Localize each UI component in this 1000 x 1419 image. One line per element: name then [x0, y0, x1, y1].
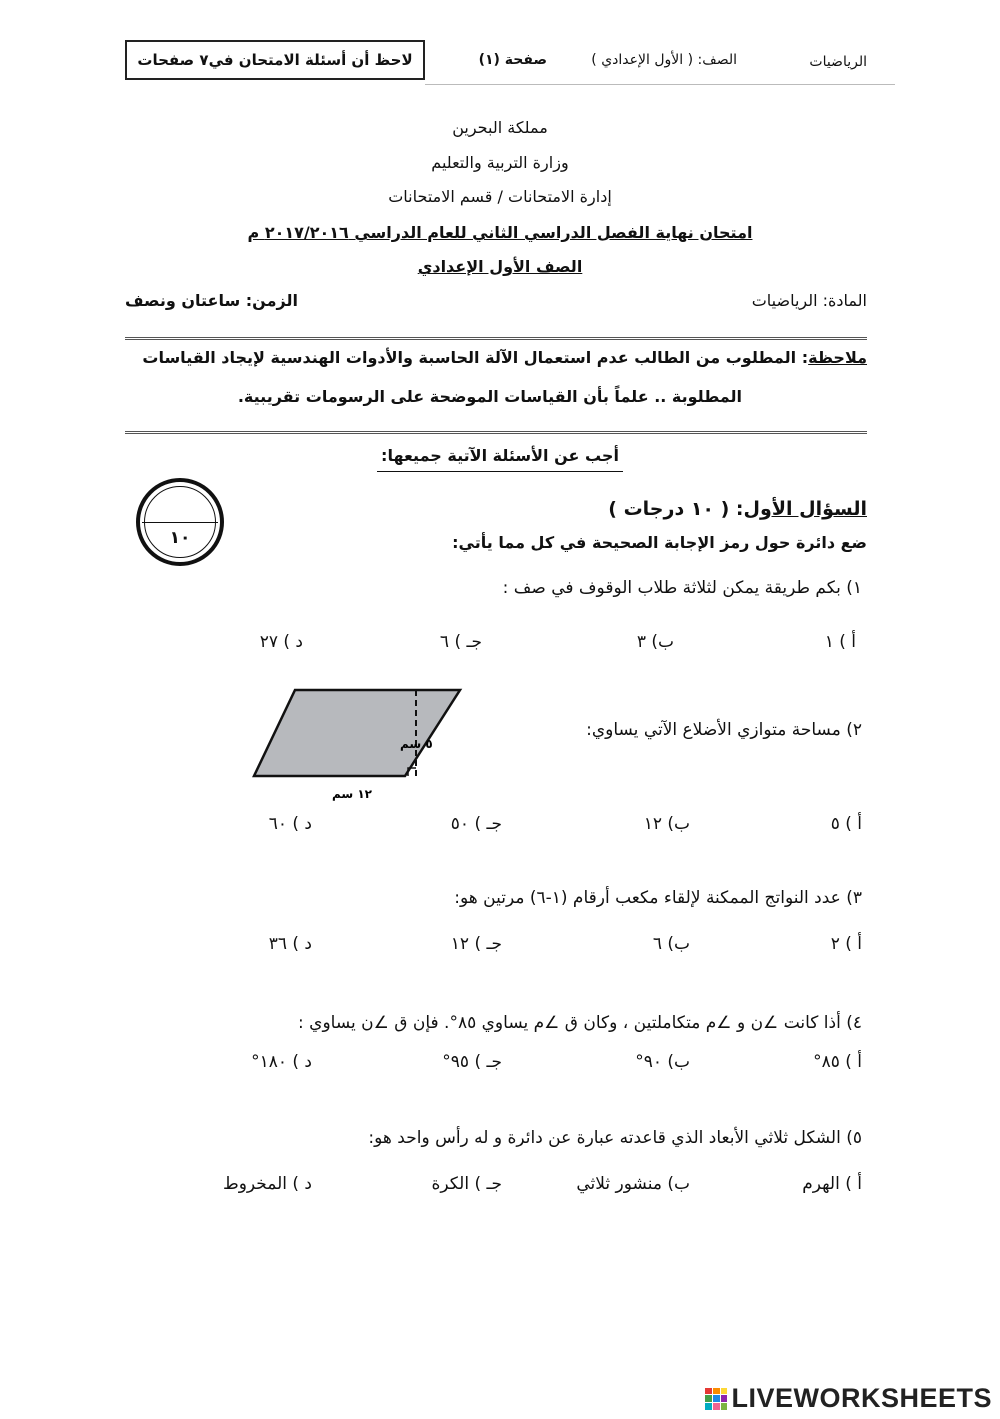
divider-top: [125, 337, 867, 340]
grade-title: الصف الأول الإعدادي: [417, 257, 583, 276]
q3-option-d[interactable]: د ) ٣٦: [268, 934, 312, 954]
note-line-2: المطلوبة .. علماً بأن القياسات الموضحة على الرسومات تقريبية.: [237, 387, 742, 406]
q4-option-b[interactable]: ب) ٩٠°: [635, 1052, 690, 1072]
header-page: صفحة (١): [478, 52, 547, 68]
q2-option-b[interactable]: ب) ١٢: [643, 814, 690, 834]
q4-option-d[interactable]: د ) ١٨٠°: [251, 1052, 312, 1072]
logo-square: [713, 1388, 720, 1395]
q1-option-c[interactable]: جـ ) ٦: [439, 632, 482, 652]
score-circle: [136, 478, 224, 566]
header-rule: [425, 84, 895, 85]
liveworksheets-text: LIVEWORKSHEETS: [731, 1383, 992, 1413]
q4-option-c[interactable]: جـ ) ٩٥°: [442, 1052, 502, 1072]
score-value: ١٠: [169, 528, 191, 548]
exam-title: امتحان نهاية الفصل الدراسي الثاني للعام الدراسي ٢٠١٧/٢٠١٦ م: [247, 223, 753, 242]
q1-option-d[interactable]: د ) ٢٧: [259, 632, 303, 652]
page-count-note: لاحظ أن أسئلة الامتحان في٧ صفحات: [125, 40, 425, 80]
question-3: ٣) عدد النواتج الممكنة لإلقاء مكعب أرقام (١-٦) مرتين هو:: [454, 888, 862, 908]
question-1: ١) بكم طريقة يمكن لثلاثة طلاب الوقوف في صف :: [502, 578, 862, 598]
section1-marks: : ( ١٠ درجات ): [608, 498, 744, 520]
logo-square: [705, 1388, 712, 1395]
q3-option-a[interactable]: أ ) ٢: [830, 934, 862, 954]
q1-option-a[interactable]: أ ) ١: [824, 632, 856, 652]
height-label: ٥ سم: [400, 737, 433, 751]
liveworksheets-watermark: [705, 1383, 992, 1414]
note-line-1: [142, 348, 867, 367]
logo-square: [721, 1388, 728, 1395]
base-label: ١٢ سم: [331, 787, 373, 801]
section1-directive: ضع دائرة حول رمز الإجابة الصحيحة في كل مما يأتي:: [452, 533, 867, 552]
score-divider: [142, 522, 218, 523]
logo-square: [705, 1403, 712, 1410]
q5-option-c[interactable]: جـ ) الكرة: [431, 1174, 502, 1194]
q3-option-b[interactable]: ب) ٦: [652, 934, 690, 954]
department: إدارة الامتحانات / قسم الامتحانات: [388, 187, 612, 206]
q1-option-b[interactable]: ب) ٣: [636, 632, 674, 652]
note-text-1: : المطلوب من الطالب عدم استعمال الآلة الحاسبة والأدوات الهندسية لإيجاد القياسات: [142, 348, 809, 367]
header-grade: الصف: ( الأول الإعدادي ): [591, 52, 737, 68]
parallelogram-shape: [254, 690, 460, 776]
logo-square: [721, 1403, 728, 1410]
instructions-text: أجب عن الأسئلة الآتية جميعها:: [377, 446, 623, 472]
q2-option-a[interactable]: أ ) ٥: [830, 814, 862, 834]
logo-square: [721, 1395, 728, 1402]
q4-option-a[interactable]: أ ) ٨٥°: [813, 1052, 862, 1072]
q2-option-c[interactable]: جـ ) ٥٠: [450, 814, 502, 834]
liveworksheets-logo-icon: [705, 1388, 727, 1410]
meta-subject: المادة: الرياضيات: [751, 291, 867, 310]
section1-heading: [608, 498, 867, 520]
q5-option-a[interactable]: أ ) الهرم: [802, 1174, 862, 1194]
logo-square: [713, 1395, 720, 1402]
divider-bottom: [125, 431, 867, 434]
section1-title: السؤال الأول: [743, 498, 867, 520]
q3-option-c[interactable]: جـ ) ١٢: [450, 934, 502, 954]
ministry: وزارة التربية والتعليم: [431, 153, 569, 172]
parallelogram-figure: [240, 680, 480, 805]
question-4: ٤) أذا كانت ∠ن و ∠م متكاملتين ، وكان ق ∠م يساوي ٨٥°. فإن ق ∠ن يساوي :: [298, 1013, 862, 1033]
note-label: ملاحظة: [808, 348, 867, 367]
instructions: [0, 446, 1000, 465]
question-5: ٥) الشكل ثلاثي الأبعاد الذي قاعدته عبارة عن دائرة و له رأس واحد هو:: [368, 1128, 862, 1148]
q5-option-b[interactable]: ب) منشور ثلاثي: [576, 1174, 690, 1194]
logo-square: [713, 1403, 720, 1410]
q5-option-d[interactable]: د ) المخروط: [222, 1174, 312, 1194]
header-subject: الرياضيات: [809, 54, 867, 70]
logo-square: [705, 1395, 712, 1402]
question-2: ٢) مساحة متوازي الأضلاع الآتي يساوي:: [586, 720, 862, 740]
meta-time: الزمن: ساعتان ونصف: [125, 291, 298, 310]
q2-option-d[interactable]: د ) ٦٠: [268, 814, 312, 834]
kingdom: مملكة البحرين: [452, 118, 548, 137]
